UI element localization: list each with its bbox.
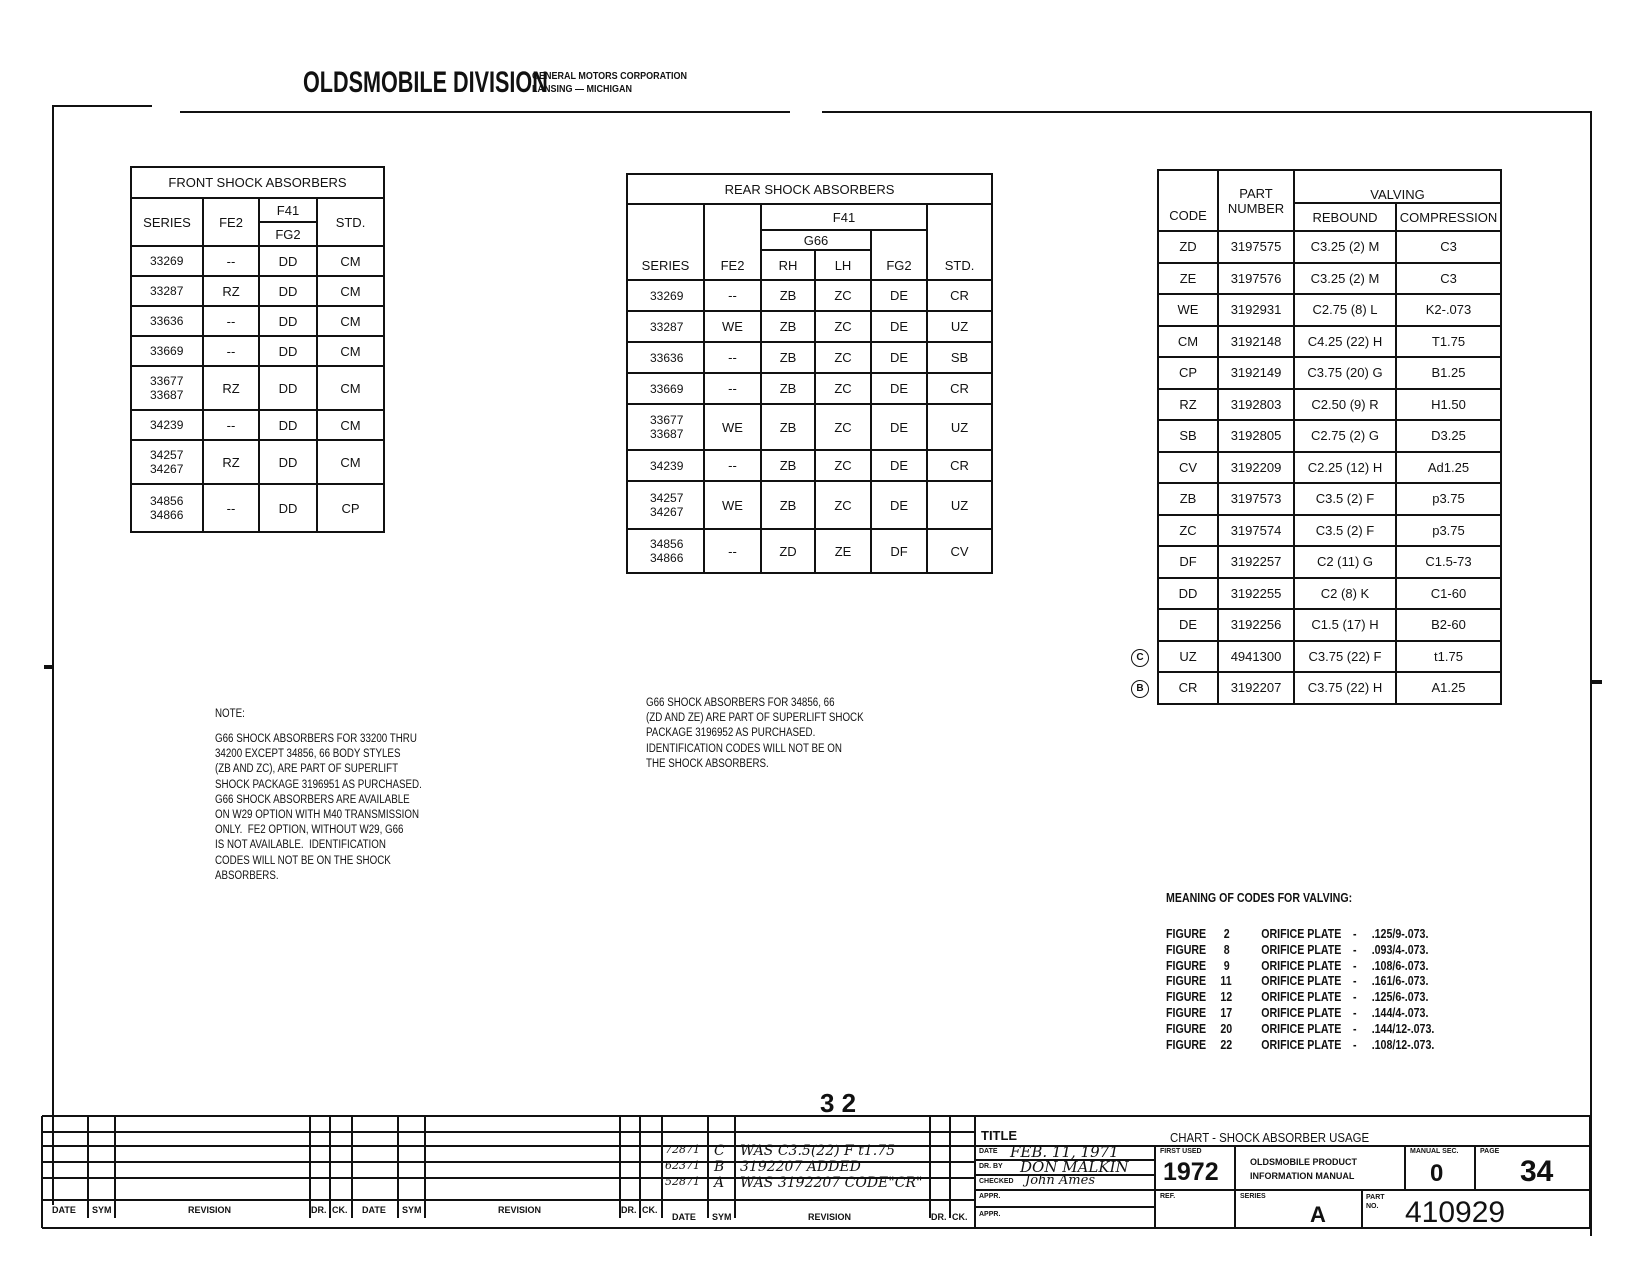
valving-cell-part: 3192256 (1218, 609, 1294, 641)
legend-plate: ORIFICE PLATE (1261, 942, 1342, 957)
rev-h-ck-1: CK. (332, 1205, 348, 1215)
legend-fig: FIGURE (1166, 974, 1207, 989)
valving-cell-compression: T1.75 (1396, 326, 1501, 358)
front-header-series: SERIES (131, 198, 203, 246)
rear-cell-rh: ZB (761, 373, 815, 404)
front-cell-series: 33669 (131, 336, 203, 366)
revision-date: 72871 (665, 1143, 700, 1156)
valving-cell-part: 3192149 (1218, 357, 1294, 389)
appr-label-1: APPR. (979, 1193, 1001, 1200)
checked-label: CHECKED (979, 1178, 1014, 1185)
valving-cell-code: CP (1158, 357, 1218, 389)
rev-h-sym-3: SYM (712, 1212, 732, 1222)
rear-cell-lh: ZC (815, 481, 871, 529)
valving-cell-compression: D3.25 (1396, 420, 1501, 452)
rear-cell-fg2: DE (871, 450, 927, 481)
legend-val: .093/4-.073. (1371, 942, 1429, 957)
rear-table-caption: REAR SHOCK ABSORBERS (627, 174, 992, 204)
valving-cell-code: DF (1158, 546, 1218, 578)
valving-cell-rebound: C3.75 (22) H (1294, 672, 1396, 704)
rev-h-ck-2: CK. (642, 1205, 658, 1215)
front-cell-fe2: RZ (203, 276, 259, 306)
front-cell-series: 34856 34866 (131, 484, 203, 532)
rear-cell-std: CR (927, 280, 992, 311)
rev-h-revision-1: REVISION (188, 1205, 232, 1215)
valving-cell-code: ZE (1158, 263, 1218, 295)
front-cell-std: CM (317, 410, 384, 440)
rev-h-date-1: DATE (52, 1205, 76, 1215)
rear-cell-rh: ZD (761, 529, 815, 573)
rear-header-lh: LH (815, 250, 871, 280)
valving-cell-code: ZC (1158, 515, 1218, 547)
first-used-year: 1972 (1163, 1158, 1219, 1186)
valving-cell-compression: Ad1.25 (1396, 452, 1501, 484)
middle-note-body: G66 SHOCK ABSORBERS FOR 34856, 66 (ZD AND ZE) ARE PART OF SUPERLIFT SHOCK PACKAGE 3196952 AS PURCHASED. IDENTIFICATION CODES WILL NOT BE ON THE SHOCK ABSORBERS. (646, 697, 864, 770)
front-cell-fe2: RZ (203, 366, 259, 410)
rear-cell-lh: ZC (815, 311, 871, 342)
rear-header-series: SERIES (627, 204, 704, 280)
valving-cell-part: 3197576 (1218, 263, 1294, 295)
valving-cell-code: UZ (1158, 641, 1218, 673)
front-cell-fg2: DD (259, 276, 317, 306)
legend-fig: FIGURE (1166, 1037, 1207, 1052)
valving-cell-compression: B1.25 (1396, 357, 1501, 389)
rev-h-sym-2: SYM (402, 1205, 422, 1215)
rev-h-dr-3: DR. (931, 1212, 947, 1222)
rear-cell-fe2: WE (704, 404, 761, 450)
revision-sym: A (714, 1175, 725, 1191)
rev-h-revision-2: REVISION (498, 1205, 542, 1215)
front-cell-std: CM (317, 276, 384, 306)
date-label: DATE (979, 1148, 998, 1155)
legend-val: .108/6-.073. (1371, 958, 1429, 973)
legend-dash: - (1353, 958, 1357, 973)
rear-cell-std: CV (927, 529, 992, 573)
legend-plate: ORIFICE PLATE (1261, 1006, 1342, 1020)
rear-cell-fe2: -- (704, 529, 761, 573)
rear-header-fg2: FG2 (871, 230, 927, 280)
legend-dash: - (1353, 1021, 1357, 1036)
manual-sec-label: MANUAL SEC. (1410, 1148, 1459, 1155)
front-cell-std: CM (317, 246, 384, 276)
valving-cell-part: 3192207 (1218, 672, 1294, 704)
rear-cell-fe2: -- (704, 373, 761, 404)
valving-cell-code: ZD (1158, 231, 1218, 263)
rear-cell-fg2: DE (871, 404, 927, 450)
valving-cell-rebound: C3.5 (2) F (1294, 483, 1396, 515)
rear-cell-series: 33287 (627, 311, 704, 342)
legend-fig: FIGURE (1166, 942, 1207, 957)
front-header-std: STD. (317, 198, 384, 246)
valving-cell-compression: A1.25 (1396, 672, 1501, 704)
rear-cell-fg2: DE (871, 280, 927, 311)
rear-cell-rh: ZB (761, 450, 815, 481)
left-note-body: G66 SHOCK ABSORBERS FOR 33200 THRU 34200 EXCEPT 34856, 66 BODY STYLES (ZB AND ZC), ARE PART OF SUPERLIFT SHOCK PACKAGE 3196951 AS PURCHASED. G66 SHOCK ABSORBERS ARE AVAILABLE ON W29 OPTION WITH M40 TRANSMISSION ONLY. FE2 OPTION, WITHOUT W29, G66 IS NOT AVAILABLE. IDENTIFICATION CODES WILL NOT BE ON THE SHOCK ABSORBERS. (215, 733, 422, 882)
front-cell-series: 33269 (131, 246, 203, 276)
valving-cell-rebound: C2.25 (12) H (1294, 452, 1396, 484)
valving-cell-rebound: C3.75 (22) F (1294, 641, 1396, 673)
title-label: TITLE (981, 1128, 1018, 1143)
valving-cell-part: 3192148 (1218, 326, 1294, 358)
legend-plate: ORIFICE PLATE (1261, 974, 1342, 989)
valving-cell-rebound: C3.5 (2) F (1294, 515, 1396, 547)
valving-cell-compression: B2-60 (1396, 609, 1501, 641)
valving-cell-rebound: C2.50 (9) R (1294, 389, 1396, 421)
legend-dash: - (1353, 990, 1357, 1005)
valving-cell-part: 3192209 (1218, 452, 1294, 484)
valving-cell-code: CV (1158, 452, 1218, 484)
revision-sym: C (714, 1143, 725, 1159)
legend-plate: ORIFICE PLATE (1261, 1021, 1342, 1036)
legend-dash: - (1353, 942, 1357, 957)
rev-h-revision-3: REVISION (808, 1212, 852, 1222)
rear-cell-series: 33636 (627, 342, 704, 373)
ref-label: REF. (1160, 1193, 1176, 1200)
legend-n: 20 (1220, 1021, 1233, 1036)
rear-cell-series: 34856 34866 (627, 529, 704, 573)
revision-text: 3192207 ADDED (740, 1159, 861, 1175)
front-cell-fg2: DD (259, 336, 317, 366)
legend-plate: ORIFICE PLATE (1261, 927, 1342, 941)
valving-cell-part: 3192257 (1218, 546, 1294, 578)
rear-cell-fe2: WE (704, 481, 761, 529)
rear-header-fe2: FE2 (704, 204, 761, 280)
front-cell-std: CM (317, 306, 384, 336)
legend-plate: ORIFICE PLATE (1261, 958, 1342, 973)
valving-cell-code: DE (1158, 609, 1218, 641)
rear-cell-fg2: DE (871, 481, 927, 529)
valving-cell-code: WE (1158, 294, 1218, 326)
valving-cell-rebound: C2 (8) K (1294, 578, 1396, 610)
valving-cell-part: 3192805 (1218, 420, 1294, 452)
revision-mark-icon: B (1131, 680, 1149, 698)
rev-h-date-2: DATE (362, 1205, 386, 1215)
front-table-caption: FRONT SHOCK ABSORBERS (131, 167, 384, 198)
valving-header-valving: VALVING (1294, 170, 1501, 203)
rear-cell-series: 33677 33687 (627, 404, 704, 450)
front-cell-series: 34239 (131, 410, 203, 440)
valving-header-compression: COMPRESSION (1396, 203, 1501, 231)
revision-date: 62371 (665, 1159, 700, 1172)
valving-header-code: CODE (1158, 170, 1218, 231)
legend-fig: FIGURE (1166, 958, 1207, 973)
revision-sym: B (714, 1159, 725, 1175)
valving-header-rebound: REBOUND (1294, 203, 1396, 231)
series-value: A (1310, 1202, 1326, 1227)
valving-cell-part: 3192803 (1218, 389, 1294, 421)
rear-cell-fg2: DE (871, 373, 927, 404)
valving-cell-code: SB (1158, 420, 1218, 452)
rear-cell-fg2: DE (871, 311, 927, 342)
drawing-date: FEB. 11, 1971 (1010, 1143, 1119, 1161)
valving-cell-part: 3197573 (1218, 483, 1294, 515)
valving-cell-compression: C3 (1396, 263, 1501, 295)
rear-cell-series: 34239 (627, 450, 704, 481)
front-cell-fe2: RZ (203, 440, 259, 484)
drawn-by-label: DR. BY (979, 1163, 1003, 1170)
part-no-label: PART NO. (1366, 1194, 1385, 1210)
rear-cell-lh: ZC (815, 342, 871, 373)
legend-dash: - (1353, 1037, 1357, 1052)
left-note-title: NOTE: (215, 708, 245, 720)
revision-text: WAS 3192207 CODE"CR" (740, 1175, 923, 1191)
revision-text: WAS C3.5(22) F t1.75 (740, 1143, 895, 1159)
legend-dash: - (1353, 974, 1357, 989)
rear-cell-lh: ZC (815, 404, 871, 450)
rear-cell-fe2: WE (704, 311, 761, 342)
legend-fig: FIGURE (1166, 990, 1207, 1005)
rev-h-sym-1: SYM (92, 1205, 112, 1215)
front-cell-std: CM (317, 440, 384, 484)
legend-val: .144/12-.073. (1371, 1021, 1435, 1036)
rear-cell-lh: ZC (815, 280, 871, 311)
legend-plate: ORIFICE PLATE (1261, 990, 1342, 1005)
series-label: SERIES (1240, 1193, 1266, 1200)
rev-h-date-3: DATE (672, 1212, 696, 1222)
rear-cell-std: CR (927, 450, 992, 481)
valving-cell-rebound: C1.5 (17) H (1294, 609, 1396, 641)
revision-date: 52871 (665, 1175, 700, 1188)
rear-cell-std: UZ (927, 404, 992, 450)
legend-title: MEANING OF CODES FOR VALVING: (1166, 891, 1353, 905)
valving-cell-compression: C1.5-73 (1396, 546, 1501, 578)
rear-cell-fe2: -- (704, 280, 761, 311)
rear-cell-std: UZ (927, 481, 992, 529)
rev-h-dr-1: DR. (311, 1205, 327, 1215)
rear-cell-rh: ZB (761, 280, 815, 311)
legend-dash: - (1353, 1006, 1357, 1020)
rear-cell-std: CR (927, 373, 992, 404)
page-mark: 3 2 (820, 1088, 857, 1118)
valving-cell-compression: t1.75 (1396, 641, 1501, 673)
front-cell-std: CM (317, 366, 384, 410)
valving-cell-compression: K2-.073 (1396, 294, 1501, 326)
rear-cell-std: UZ (927, 311, 992, 342)
rear-header-std: STD. (927, 204, 992, 280)
rear-cell-fe2: -- (704, 450, 761, 481)
rear-cell-fg2: DE (871, 342, 927, 373)
rear-cell-rh: ZB (761, 342, 815, 373)
valving-cell-rebound: C3.25 (2) M (1294, 263, 1396, 295)
legend-fig: FIGURE (1166, 1006, 1207, 1020)
rear-cell-fe2: -- (704, 342, 761, 373)
valving-cell-compression: H1.50 (1396, 389, 1501, 421)
rear-header-g66: G66 (761, 230, 871, 250)
rear-header-rh: RH (761, 250, 815, 280)
corp-name: GENERAL MOTORS CORPORATION (532, 71, 688, 82)
valving-cell-code: CR (1158, 672, 1218, 704)
rev-h-dr-2: DR. (621, 1205, 637, 1215)
front-cell-fg2: DD (259, 306, 317, 336)
front-header-f41: F41 (259, 198, 317, 222)
valving-cell-rebound: C2.75 (2) G (1294, 420, 1396, 452)
front-cell-fg2: DD (259, 440, 317, 484)
valving-cell-code: ZB (1158, 483, 1218, 515)
front-cell-series: 34257 34267 (131, 440, 203, 484)
checked-by: John Ames (1025, 1173, 1095, 1188)
first-used-label: FIRST USED (1160, 1148, 1202, 1155)
valving-cell-rebound: C4.25 (22) H (1294, 326, 1396, 358)
rear-cell-lh: ZC (815, 450, 871, 481)
valving-cell-part: 3192931 (1218, 294, 1294, 326)
front-cell-fe2: -- (203, 246, 259, 276)
part-number: 410929 (1405, 1196, 1506, 1229)
rear-cell-rh: ZB (761, 404, 815, 450)
legend-n: 22 (1220, 1037, 1233, 1052)
front-cell-fg2: DD (259, 366, 317, 410)
manual-sec: 0 (1430, 1160, 1444, 1187)
front-cell-fe2: -- (203, 306, 259, 336)
legend-fig: FIGURE (1166, 1021, 1207, 1036)
rear-cell-std: SB (927, 342, 992, 373)
front-cell-fg2: DD (259, 246, 317, 276)
valving-cell-code: DD (1158, 578, 1218, 610)
legend-val: .108/12-.073. (1371, 1037, 1435, 1052)
valving-cell-compression: C3 (1396, 231, 1501, 263)
rear-cell-lh: ZC (815, 373, 871, 404)
valving-cell-compression: C1-60 (1396, 578, 1501, 610)
front-cell-fe2: -- (203, 336, 259, 366)
rear-cell-rh: ZB (761, 481, 815, 529)
rear-header-f41: F41 (761, 204, 927, 230)
legend-val: .125/6-.073. (1371, 990, 1429, 1005)
legend-n: 11 (1220, 974, 1232, 989)
front-cell-fg2: DD (259, 410, 317, 440)
valving-cell-rebound: C3.25 (2) M (1294, 231, 1396, 263)
legend-val: .161/6-.073. (1371, 974, 1429, 989)
rear-cell-series: 34257 34267 (627, 481, 704, 529)
legend-n: 2 (1223, 927, 1230, 941)
front-cell-fe2: -- (203, 484, 259, 532)
page-label: PAGE (1480, 1148, 1500, 1155)
revision-mark-icon: C (1131, 649, 1149, 667)
manual-title: OLDSMOBILE PRODUCT INFORMATION MANUAL (1250, 1157, 1357, 1181)
drawing-title: CHART - SHOCK ABSORBER USAGE (1170, 1130, 1370, 1145)
valving-cell-rebound: C3.75 (20) G (1294, 357, 1396, 389)
front-cell-std: CM (317, 336, 384, 366)
legend-val: .125/9-.073. (1371, 927, 1429, 941)
valving-cell-code: CM (1158, 326, 1218, 358)
valving-cell-compression: p3.75 (1396, 483, 1501, 515)
legend-val: .144/4-.073. (1371, 1006, 1429, 1020)
front-cell-fg2: DD (259, 484, 317, 532)
valving-cell-part: 4941300 (1218, 641, 1294, 673)
valving-cell-rebound: C2 (11) G (1294, 546, 1396, 578)
legend-n: 12 (1220, 990, 1233, 1005)
rear-cell-rh: ZB (761, 311, 815, 342)
rear-cell-lh: ZE (815, 529, 871, 573)
front-cell-fe2: -- (203, 410, 259, 440)
valving-cell-part: 3197575 (1218, 231, 1294, 263)
corp-city: LANSING — MICHIGAN (532, 84, 632, 95)
legend-n: 8 (1223, 942, 1230, 957)
front-cell-series: 33677 33687 (131, 366, 203, 410)
front-header-fe2: FE2 (203, 198, 259, 246)
legend-n: 17 (1220, 1006, 1233, 1020)
valving-cell-compression: p3.75 (1396, 515, 1501, 547)
page-number: 34 (1520, 1155, 1554, 1188)
valving-cell-code: RZ (1158, 389, 1218, 421)
front-cell-series: 33636 (131, 306, 203, 336)
valving-cell-rebound: C2.75 (8) L (1294, 294, 1396, 326)
legend-dash: - (1353, 927, 1357, 941)
rear-cell-series: 33669 (627, 373, 704, 404)
drawn-by: DON MALKIN (1020, 1158, 1129, 1176)
appr-label-2: APPR. (979, 1211, 1001, 1218)
division-title: OLDSMOBILE DIVISION (303, 66, 548, 99)
rear-cell-fg2: DF (871, 529, 927, 573)
front-cell-std: CP (317, 484, 384, 532)
rev-h-ck-3: CK. (952, 1212, 968, 1222)
front-cell-series: 33287 (131, 276, 203, 306)
legend-fig: FIGURE (1166, 927, 1207, 941)
front-header-fg2: FG2 (259, 222, 317, 246)
legend-plate: ORIFICE PLATE (1261, 1037, 1342, 1052)
valving-cell-part: 3197574 (1218, 515, 1294, 547)
valving-cell-part: 3192255 (1218, 578, 1294, 610)
rear-cell-series: 33269 (627, 280, 704, 311)
valving-header-part: PART NUMBER (1218, 170, 1294, 231)
legend-n: 9 (1223, 958, 1230, 973)
